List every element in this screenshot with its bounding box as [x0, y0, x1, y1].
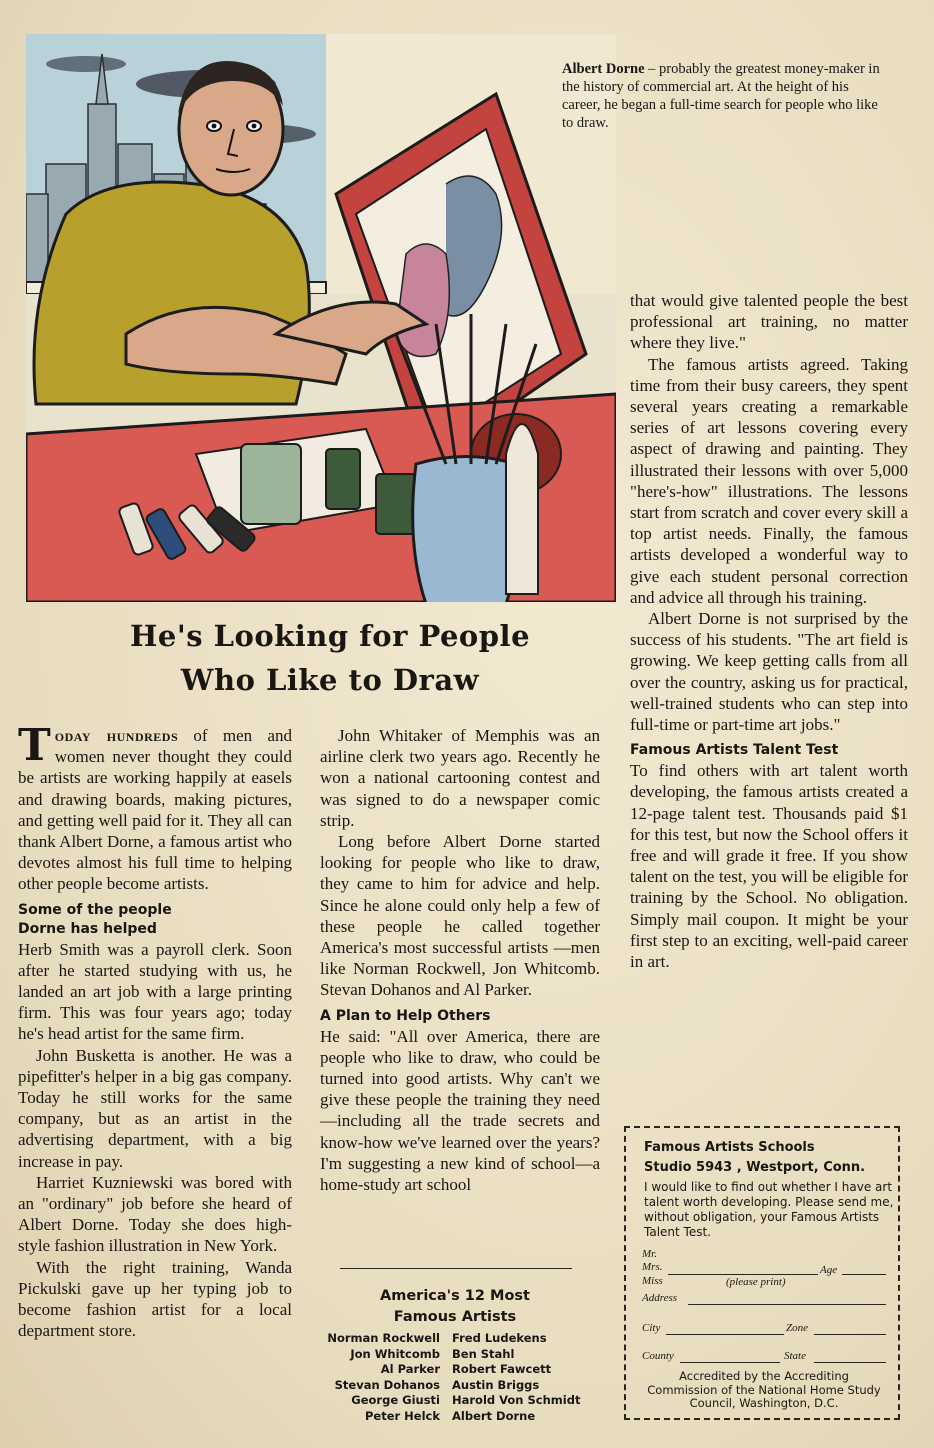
caption-name: Albert Dorne [562, 61, 645, 77]
artist-row [312, 1378, 602, 1394]
lead-in: oday hundreds [54, 726, 179, 745]
label-miss: Miss [642, 1275, 663, 1287]
artist-row [312, 1362, 602, 1378]
city-field[interactable] [666, 1334, 784, 1335]
caption-text: – probably the greatest money-maker in the history of commercial art. At the height of his career, he began a full-time search for people who like to draw. [562, 61, 880, 131]
brush-vase [413, 457, 520, 603]
age-field[interactable] [842, 1274, 886, 1275]
artist-name: George Giusti [351, 1393, 440, 1408]
artists-list [312, 1331, 602, 1425]
illustration-caption [562, 60, 882, 132]
col3-paragraph-2: The famous artists agreed. Taking time from their busy careers, they spent several years creating a remarkable series of art lessons covering every aspect of drawing and painting. They illustrated their lessons with over 5,000 "here's-how" illustrations. The lessons start from scratch and cover every skill a top artist needs. Finally, the famous artists developed a wonderful way to give each student personal correction and advice all through his training. [630, 354, 908, 607]
label-address: Address [642, 1292, 678, 1304]
artist-name: Al Parker [380, 1362, 440, 1377]
county-field[interactable] [680, 1362, 780, 1363]
col1-paragraph-2: Herb Smith was a payroll clerk. Soon after he started studying with us, he landed an art job with a large printing firm. This was four years ago; today he's head artist for the same firm. [18, 939, 292, 1044]
col1-paragraph-5: With the right training, Wanda Pickulski gave up her typing job to become fashion artist for a local department store. [18, 1257, 292, 1341]
col1-paragraph-3: John Busketta is another. He was a pipefitter's helper in a big gas company. Today he still works for the same company, but as an artist in the advertising department, with a big increase in pay. [18, 1045, 292, 1171]
artist-name: Albert Dorne [452, 1408, 536, 1423]
subhead-line2: Dorne has helped [18, 920, 157, 937]
artist-name: Robert Fawcett [452, 1362, 552, 1377]
artist-row [312, 1347, 602, 1363]
artist-row [312, 1409, 602, 1425]
name-field[interactable] [668, 1274, 818, 1275]
zone-field[interactable] [814, 1334, 886, 1335]
col3-paragraph-3: Albert Dorne is not surprised by the success of his students. "The art field is growing. We keep getting calls from all over the country, asking us for practical, well-trained students who can step into full-time or part-time art jobs." [630, 609, 908, 735]
col2-paragraph-3: He said: "All over America, there are people who like to draw, who could be turned into good artists. Why can't we give these people the training they need—including all the trade secrets and know-how we've learned over the years? I'm suggesting a new kind of school—a home-study art school [320, 1026, 600, 1195]
artist-name: Ben Stahl [452, 1346, 515, 1361]
address-field[interactable] [688, 1304, 886, 1305]
headline [40, 614, 620, 702]
headline-line2: Who Like to Draw [180, 663, 480, 697]
label-city: City [642, 1322, 661, 1334]
artist-name: Harold Von Schmidt [452, 1393, 581, 1408]
coupon-request-text: I would like to find out whether I have art talent worth developing. Please send me, without obligation, your Famous Artists Talent Test. [644, 1180, 894, 1239]
artist-row [312, 1393, 602, 1409]
artists-title-line2: Famous Artists [393, 1309, 517, 1325]
label-age: Age [820, 1264, 838, 1276]
divider-rule [340, 1268, 572, 1269]
artist-name: Peter Helck [364, 1408, 440, 1423]
col2-paragraph-1: John Whitaker of Memphis was an airline clerk two years ago. Recently he won a national cartooning contest and was signed to do a newspaper comic strip. [320, 726, 600, 830]
artist-name: Austin Briggs [452, 1377, 540, 1392]
label-please-print: (please print) [726, 1276, 786, 1288]
artist-name: Norman Rockwell [327, 1331, 440, 1345]
artist-name: Stevan Dohanos [334, 1377, 440, 1392]
subhead-people-helped [18, 901, 292, 939]
artists-title [320, 1286, 590, 1328]
subhead-plan: A Plan to Help Others [320, 1007, 491, 1024]
label-county: County [642, 1350, 674, 1362]
subhead-line1: Some of the people [18, 901, 172, 918]
coupon-title [644, 1138, 865, 1178]
col1-paragraph-4: Harriet Kuzniewski was bored with an "ordinary" job before she heard of Albert Dorne. Today she does high-style fashion illustration in New York. [18, 1172, 292, 1256]
label-mrs: Mrs. [642, 1261, 663, 1273]
artist-name: Fred Ludekens [452, 1331, 547, 1345]
col3-paragraph-4: To find others with art talent worth developing, the famous artists created a 12-page talent test. Thousands paid $1 for this test, but now the School offers it free and will grade it free. If you show talent on the test, you will be eligible for training by the School. No obligation. Simply mail coupon. It might be your first step to an exciting, well-paid career in art. [630, 761, 908, 972]
state-field[interactable] [814, 1362, 886, 1363]
col2-paragraph-2: Long before Albert Dorne started looking for people who like to draw, they came to him for advice and help. Since he alone could only help a few of these people he called together America's most successful artists —men like Norman Rockwell, Jon Whitcomb. Stevan Dohanos and Al Parker. [320, 832, 600, 1000]
artists-title-line1: America's 12 Most [380, 1288, 530, 1304]
accreditation-note: Accredited by the Accrediting Commission of the National Home Study Council, Washington, D.C. [647, 1369, 881, 1410]
label-zone: Zone [786, 1322, 808, 1334]
illustration-svg [26, 34, 616, 602]
artist-name: Jon Whitcomb [350, 1346, 440, 1361]
artist-row [312, 1331, 602, 1347]
column-2 [320, 725, 600, 1195]
col3-paragraph-1: that would give talented people the best professional art training, no matter where they live." [630, 291, 908, 353]
subhead-talent-test: Famous Artists Talent Test [630, 742, 839, 759]
coupon-studio: Studio 5943 , Westport, Conn. [644, 1160, 866, 1175]
mail-coupon[interactable] [624, 1126, 900, 1420]
artist-illustration [26, 34, 616, 602]
col1-paragraph-1 [18, 720, 292, 895]
headline-line1: He's Looking for People [129, 619, 531, 653]
column-1 [18, 720, 292, 1341]
label-state: State [784, 1350, 806, 1362]
drop-cap: T [18, 720, 51, 771]
label-mr: Mr. [642, 1248, 657, 1260]
coupon-school: Famous Artists Schools [644, 1140, 815, 1155]
column-3 [630, 290, 908, 972]
col1-p1-text: of men and women never thought they could be artists are working happily at easels and drawing boards, making pictures, and getting well paid for it. They all can thank Albert Dorne, a famous artist who devotes almost his full time to helping other people become artists. [18, 726, 292, 894]
